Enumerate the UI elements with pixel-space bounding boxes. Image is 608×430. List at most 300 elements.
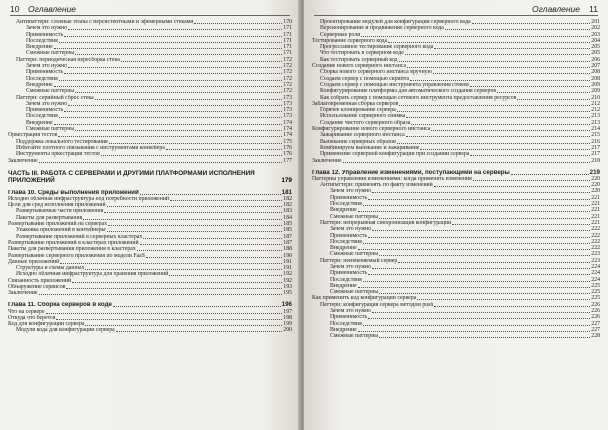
toc-entry-page: 172 [283, 63, 292, 70]
leader-dots [72, 282, 282, 283]
toc-entry-title: Применимость [330, 194, 368, 201]
leader-dots [104, 212, 282, 213]
left-page [0, 0, 300, 430]
toc-entry-page: 220 [591, 175, 600, 182]
toc-entry-page: 223 [591, 251, 600, 258]
leader-dots [397, 111, 591, 112]
toc-entry-title: Внедрение [26, 119, 53, 126]
leader-dots [388, 42, 590, 43]
leader-dots [445, 29, 590, 30]
toc-entry-title: Развертывание приложений в кластерах приложений [8, 239, 139, 246]
left-toc [8, 19, 292, 334]
toc-entry-title: Конфигурирование нового серверного инстанса [312, 126, 431, 133]
toc-entry-page: 224 [591, 270, 600, 277]
toc-entry-title: Проектирование модулей для конфигурации серверного кода [320, 19, 471, 25]
leader-dots [108, 225, 282, 226]
toc-entry-title: Применимость [26, 107, 64, 114]
toc-entry-page: 197 [283, 308, 292, 315]
toc-entry-page: 221 [591, 201, 600, 208]
toc-entry-title: Заблаговременная сборка серверов [312, 100, 399, 107]
toc-entry-page: 171 [283, 31, 292, 38]
toc-entry-title: Заключение [8, 290, 38, 297]
leader-dots [54, 48, 283, 49]
toc-entry-title: Исходно облачная инфраструктура под потребности приложений [8, 195, 170, 202]
leader-dots [368, 199, 590, 200]
toc-entry-title: Применимость [330, 314, 368, 321]
leader-dots [85, 269, 282, 270]
leader-dots [405, 54, 590, 55]
toc-entry-title: Паттерн: периодическая пересборка стека [16, 56, 120, 63]
leader-dots [59, 80, 283, 81]
toc-entry [8, 158, 292, 164]
toc-entry-title: Прогрессивное тестирование серверного кода [320, 44, 434, 51]
toc-entry-page: 220 [591, 182, 600, 189]
toc-entry-page: 221 [591, 194, 600, 201]
leader-dots [66, 288, 282, 289]
toc-entry-page: 173 [283, 113, 292, 120]
leader-dots [417, 299, 590, 300]
toc-entry-page: 191 [283, 265, 292, 272]
toc-entry-title: Создаем сервер с помощью инструмента управления стеком [320, 81, 469, 88]
toc-entry-page: 228 [591, 333, 600, 340]
leader-dots [358, 211, 591, 212]
leader-dots [107, 206, 283, 207]
toc-entry-title: Внедрение [26, 44, 53, 51]
toc-entry-page: 209 [591, 88, 600, 95]
leader-dots [64, 36, 282, 37]
leader-dots [58, 136, 282, 137]
toc-entry-page: 191 [283, 258, 292, 265]
toc-entry-page: 171 [283, 50, 292, 57]
toc-entry-page: 208 [591, 75, 600, 82]
leader-dots [420, 149, 590, 150]
toc-entry-title: Антипаттерн: применять по факту изменений [320, 182, 433, 189]
toc-entry-title: Исходно облачная инфраструктура для хранения приложений [16, 271, 169, 278]
toc-entry-page: 172 [283, 75, 292, 82]
leader-dots [363, 205, 591, 206]
toc-entry-page: 173 [283, 100, 292, 107]
leader-dots [410, 80, 590, 81]
toc-entry-title: Зажаривание серверного инстанса [320, 132, 405, 139]
right-toc [312, 19, 600, 340]
toc-entry-title: Внедрение [330, 282, 357, 289]
toc-entry-title: Внедрение [330, 245, 357, 252]
toc-entry-title: Комбинируем выпекание и зажаривание [320, 144, 420, 151]
toc-entry-title: Паттерн: серийный сброс стека [16, 94, 94, 101]
toc-entry-title: Как применить код конфигурации сервера [312, 295, 417, 302]
toc-entry-title: Зачем это нужно [330, 226, 372, 233]
toc-entry-page: 208 [591, 69, 600, 76]
toc-entry-page: 170 [283, 19, 292, 25]
toc-entry-title: Цели для сред исполнения приложений [8, 202, 106, 209]
toc-entry-title: Данные приложений [8, 258, 60, 265]
chapter-11-heading [8, 301, 292, 309]
toc-entry-title: Внедрение [330, 326, 357, 333]
leader-dots [473, 180, 591, 181]
toc-entry-page: 225 [591, 282, 600, 289]
toc-entry-title: Паттерн: непрерывная синхронизация конфигурации [320, 219, 452, 226]
leader-dots [379, 293, 590, 294]
toc-entry-page: 172 [283, 56, 292, 63]
toc-entry-page: 171 [283, 44, 292, 51]
leader-dots [59, 42, 283, 43]
toc-entry-title: Код для конфигурации сервера [8, 321, 85, 328]
leader-dots [372, 230, 590, 231]
toc-entry-page: 172 [283, 81, 292, 88]
toc-entry-page: 209 [591, 81, 600, 88]
leader-dots [64, 111, 282, 112]
right-toc-block-1 [312, 19, 600, 164]
toc-entry-page: 202 [591, 25, 600, 32]
toc-entry-page: 174 [283, 132, 292, 139]
toc-entry-title: Развертывание приложений в серверных кластерах [16, 233, 143, 240]
leader-dots [343, 162, 591, 163]
part-heading [8, 170, 292, 184]
leader-dots [85, 325, 282, 326]
chapter-11-page: 196 [281, 301, 292, 309]
leader-dots [358, 287, 591, 288]
right-page-header [314, 4, 598, 16]
toc-entry-title: Упаковка приложений в контейнеры [16, 227, 106, 234]
toc-entry-page: 224 [591, 276, 600, 283]
toc-entry-page: 221 [591, 207, 600, 214]
left-toc-block-1 [8, 19, 292, 164]
toc-entry-page: 221 [591, 219, 600, 226]
toc-entry-title: Паттерн: неизменяемый сервер [320, 257, 398, 264]
toc-entry-title: Использование серверного снимка [320, 113, 406, 120]
toc-entry-title: Зачем это нужно [330, 188, 372, 195]
toc-entry-title: Избегайте плотного связывания с инструментами конвейера [16, 144, 165, 151]
leader-dots [166, 149, 282, 150]
leader-dots [54, 86, 283, 87]
leader-dots [137, 250, 283, 251]
leader-dots [406, 117, 590, 118]
leader-dots [399, 61, 591, 62]
toc-entry-title: Последствия [26, 113, 58, 120]
leader-dots [372, 192, 590, 193]
leader-dots [83, 219, 282, 220]
toc-entry-page: 183 [283, 208, 292, 215]
toc-entry-page: 176 [283, 151, 292, 158]
toc-entry-page: 190 [283, 252, 292, 259]
toc-entry-title: Смежные паттерны [330, 333, 379, 340]
leader-dots [399, 105, 590, 106]
toc-entry-title: Как собрать сервер с помощью сетевого инструмента предоставления ресурсов [320, 94, 517, 101]
leader-dots [68, 67, 282, 68]
toc-entry-page: 187 [283, 239, 292, 246]
leader-dots [361, 36, 590, 37]
leader-dots [411, 124, 590, 125]
toc-entry-title: Горячее клонирование сервера [320, 107, 396, 114]
leader-dots [363, 243, 591, 244]
toc-entry-page: 222 [591, 226, 600, 233]
toc-entry-page: 176 [283, 144, 292, 151]
leader-dots [75, 130, 282, 131]
leader-dots [379, 255, 590, 256]
toc-entry-title: Серверные роли [320, 31, 361, 38]
toc-entry-title: Последствия [26, 75, 58, 82]
toc-entry-page: 193 [283, 283, 292, 290]
toc-entry-page: 223 [591, 257, 600, 264]
toc-entry-page: 224 [591, 263, 600, 270]
toc-entry-title: Последствия [330, 276, 362, 283]
leader-dots [60, 263, 282, 264]
toc-entry-title: Развертывание приложений на серверах [8, 221, 107, 228]
right-page-number: 11 [589, 4, 598, 14]
toc-entry-page: 192 [283, 277, 292, 284]
toc-entry-title: Последствия [330, 201, 362, 208]
toc-entry-title: Создаем сервер с помощью скрипта [320, 75, 409, 82]
right-page [304, 0, 608, 430]
leader-dots [397, 143, 590, 144]
leader-dots [379, 218, 590, 219]
toc-entry-page: 188 [283, 246, 292, 253]
leader-dots [434, 48, 590, 49]
chapter-11-title: Глава 11. Сборка серверов в коде [8, 302, 112, 309]
toc-entry-title: Модули кода для конфигурации сервера [16, 327, 115, 334]
chapter-10-heading [8, 188, 292, 196]
leader-dots [431, 130, 590, 131]
toc-entry [8, 290, 292, 296]
leader-dots [56, 319, 282, 320]
leader-dots [59, 117, 283, 118]
toc-entry-page: 198 [283, 314, 292, 321]
chapter-12-page: 219 [589, 168, 600, 176]
toc-entry-page: 206 [591, 56, 600, 63]
toc-entry-page: 175 [283, 138, 292, 145]
toc-entry-title: Применимость [26, 31, 64, 38]
leader-dots [121, 61, 282, 62]
toc-entry-title: Версионирование и продвижение серверного кода [320, 25, 444, 32]
leader-dots [140, 244, 283, 245]
leader-dots [116, 331, 283, 332]
toc-entry-page: 182 [283, 202, 292, 209]
leader-dots [101, 155, 282, 156]
toc-entry-page: 212 [591, 107, 600, 114]
toc-entry-title: Инструменты оркестрации тестов [16, 151, 100, 158]
toc-entry-title: Откуда что берется [8, 314, 56, 321]
toc-entry-page: 171 [283, 37, 292, 44]
toc-entry-title: Что тестировать в серверном коде [320, 50, 404, 57]
toc-entry-title: Тестирование серверного кода [312, 37, 388, 44]
leader-dots [434, 306, 590, 307]
toc-entry-page: 173 [283, 94, 292, 101]
leader-dots [372, 312, 590, 313]
toc-entry-title: Внедрение [26, 81, 53, 88]
toc-entry-title: Оркестрация тестов [8, 132, 58, 139]
toc-entry-title: Паттерн: конфигурация сервера методом push [320, 301, 434, 308]
leader-dots [107, 231, 283, 232]
toc-entry-page: 226 [591, 308, 600, 315]
toc-entry-title: Антипаттерн: слоеные этапы с персистентными и эфемерными стеками [16, 19, 194, 25]
toc-entry-title: Применимость [330, 232, 368, 239]
leader-dots [54, 124, 283, 125]
toc-entry-page: 215 [591, 132, 600, 139]
toc-entry-page: 210 [591, 94, 600, 101]
leader-dots [379, 337, 590, 338]
toc-entry-title: Выпекание серверных образов [320, 138, 396, 145]
toc-entry-page: 212 [591, 100, 600, 107]
toc-entry-page: 218 [591, 157, 600, 164]
toc-entry-page: 225 [591, 289, 600, 296]
leader-dots [39, 162, 283, 163]
right-header-title: Оглавление [531, 4, 580, 14]
leader-dots [358, 249, 591, 250]
toc-entry-page: 217 [591, 151, 600, 158]
toc-entry [312, 333, 600, 339]
toc-entry-title: Последствия [330, 238, 362, 245]
leader-dots [470, 155, 590, 156]
leader-dots [470, 86, 590, 87]
toc-entry-page: 226 [591, 301, 600, 308]
leader-dots [68, 105, 282, 106]
toc-entry-title: Структуры и схемы данных [16, 265, 85, 272]
toc-entry-title: Заключение [312, 157, 342, 164]
leader-dots [472, 23, 591, 24]
toc-entry-title: Применение серверной конфигурации при создании сервера [320, 151, 470, 158]
leader-dots [368, 237, 590, 238]
toc-entry-page: 192 [283, 271, 292, 278]
leader-dots [434, 186, 591, 187]
toc-entry-title: Что на сервере [8, 308, 45, 315]
part-page: 179 [281, 176, 292, 184]
toc-entry-title: Создание чистого серверного образа [320, 119, 411, 126]
leader-dots [368, 318, 590, 319]
toc-entry-title: Связанность приложений [8, 277, 72, 284]
leader-dots [497, 92, 590, 93]
leader-dots [39, 294, 283, 295]
toc-entry-page: 172 [283, 88, 292, 95]
part-title: ЧАСТЬ III. РАБОТА С СЕРВЕРАМИ И ДРУГИМИ ПЛАТФОРМАМИ ИСПОЛНЕНИЯ ПРИЛОЖЕНИЙ [8, 169, 255, 184]
toc-entry-page: 220 [591, 188, 600, 195]
toc-entry-title: Создание нового серверного инстанса [312, 63, 407, 70]
toc-entry-page: 214 [591, 126, 600, 133]
toc-entry-title: Заключение [8, 157, 38, 164]
leader-dots [372, 268, 590, 269]
toc-entry-title: Последствия [26, 37, 58, 44]
toc-entry-title: Пакеты для развертывания [16, 214, 83, 221]
toc-entry-page: 199 [283, 321, 292, 328]
toc-entry-page: 172 [283, 69, 292, 76]
toc-entry-title: Поддержка локального тестирования [16, 138, 108, 145]
toc-entry-title: Развертываемые части приложения [16, 208, 104, 215]
toc-entry-page: 222 [591, 238, 600, 245]
left-page-number: 10 [10, 4, 20, 14]
toc-entry-page: 221 [591, 213, 600, 220]
toc-entry-page: 222 [591, 232, 600, 239]
leader-dots [358, 331, 591, 332]
toc-entry-page: 217 [591, 144, 600, 151]
toc-entry-title: Последствия [330, 320, 362, 327]
leader-dots [407, 67, 590, 68]
toc-entry-title: Смежные паттерны [330, 251, 379, 258]
toc-entry-page: 205 [591, 50, 600, 57]
leader-dots [75, 92, 282, 93]
left-toc-block-2 [8, 196, 292, 297]
toc-entry-page: 205 [591, 44, 600, 51]
toc-entry-page: 182 [283, 195, 292, 202]
toc-entry-title: Зачем это нужно [330, 263, 372, 270]
chapter-12-title: Глава 12. Управление изменениями, поступающими на серверы [312, 169, 510, 176]
toc-entry [8, 327, 292, 333]
toc-entry-title: Смежные паттерны [26, 126, 75, 133]
toc-entry-title: Зачем это нужно [26, 63, 68, 70]
leader-dots [109, 143, 283, 144]
toc-entry-page: 185 [283, 221, 292, 228]
leader-dots [170, 200, 282, 201]
chapter-10-title: Глава 10. Среды выполнения приложений [8, 189, 139, 196]
leader-dots [194, 23, 282, 24]
leader-dots [363, 325, 591, 326]
right-toc-block-2 [312, 176, 600, 340]
toc-entry-title: Зачем это нужно [26, 25, 68, 32]
toc-entry-title: Зачем это нужно [26, 100, 68, 107]
toc-entry-title: Смежные паттерны [330, 289, 379, 296]
leader-dots [433, 73, 590, 74]
toc-entry-page: 195 [283, 290, 292, 297]
toc-entry-title: Как тестировать серверный код [320, 56, 398, 63]
toc-entry-page: 204 [591, 37, 600, 44]
toc-entry-page: 227 [591, 320, 600, 327]
chapter-10-page: 181 [281, 188, 292, 196]
leader-dots [406, 136, 591, 137]
toc-entry-page: 174 [283, 119, 292, 126]
toc-entry-page: 213 [591, 119, 600, 126]
toc-entry-title: Смежные паттерны [330, 213, 379, 220]
leader-dots [68, 29, 282, 30]
toc-entry-title: Сборка нового серверного инстанса вручную [320, 69, 432, 76]
toc-entry-title: Внедрение [330, 207, 357, 214]
toc-entry-page: 227 [591, 326, 600, 333]
leader-dots [169, 275, 282, 276]
toc-entry [312, 158, 600, 164]
toc-entry-page: 200 [283, 327, 292, 334]
leader-dots [146, 257, 282, 258]
toc-entry-page: 225 [591, 295, 600, 302]
leader-dots [452, 224, 590, 225]
toc-entry-page: 226 [591, 314, 600, 321]
toc-entry-page: 171 [283, 25, 292, 32]
chapter-12-heading [312, 168, 600, 176]
toc-entry-page: 185 [283, 227, 292, 234]
toc-entry-title: Пакеты для развертывания приложения в кластерах [8, 246, 136, 253]
leader-dots [517, 99, 590, 100]
leader-dots [64, 73, 282, 74]
toc-entry-page: 203 [591, 31, 600, 38]
toc-entry-title: Конфигурирование платформы для автоматического создания серверов [320, 88, 497, 95]
toc-entry-page: 222 [591, 245, 600, 252]
toc-entry-page: 207 [591, 63, 600, 70]
leader-dots [143, 238, 282, 239]
leader-dots [75, 54, 282, 55]
toc-entry-page: 213 [591, 113, 600, 120]
toc-entry-title: Смежные паттерны [26, 50, 75, 57]
leader-dots [363, 281, 591, 282]
toc-entry-title: Развертывание серверного приложения по модели FaaS [8, 252, 145, 259]
toc-entry-title: Обнаружение сервисов [8, 283, 66, 290]
toc-entry-page: 184 [283, 214, 292, 221]
leader-dots [368, 274, 590, 275]
toc-entry-page: 216 [591, 138, 600, 145]
left-toc-block-3 [8, 309, 292, 334]
toc-entry-title: Смежные паттерны [26, 88, 75, 95]
toc-entry-page: 201 [591, 19, 600, 25]
toc-entry-page: 174 [283, 126, 292, 133]
toc-entry-title: Зачем это нужно [330, 308, 372, 315]
toc-entry-page: 173 [283, 107, 292, 114]
toc-entry-title: Применимость [26, 69, 64, 76]
leader-dots [95, 99, 283, 100]
